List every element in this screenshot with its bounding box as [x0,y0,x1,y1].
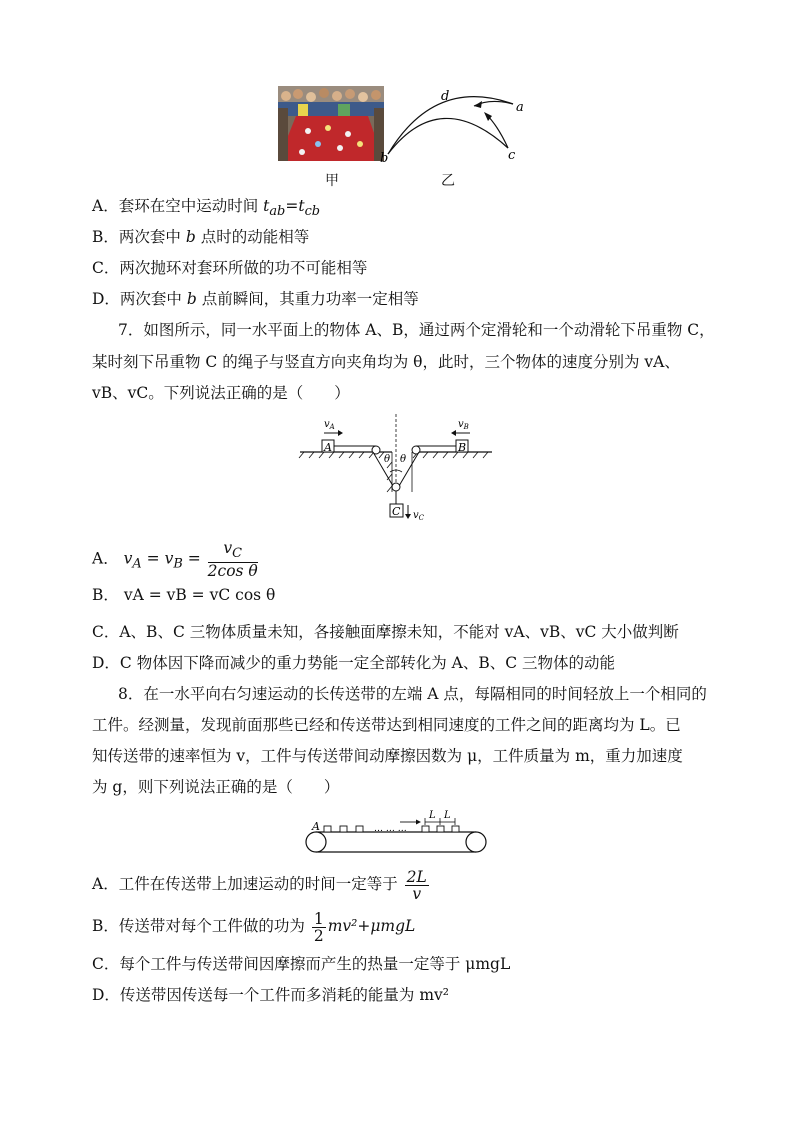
theta-right: θ [400,454,407,465]
vb-arrowhead [451,430,456,436]
q7-option-c: C．A、B、C 三物体质量未知，各接触面摩擦未知，不能对 vA、vB、vC 大小做判断 [92,623,679,641]
q7-option-b: B． vA = vB = vC cos θ [92,586,276,604]
label-b: b [380,151,389,166]
q6-option-b: B．两次套中 b 点时的动能相等 [92,228,310,246]
label-c: c [508,148,516,163]
roller-left [306,832,326,852]
q7-stem-line2: 某时刻下吊重物 C 的绳子与竖直方向夹角均为 θ，此时，三个物体的速度分别为 vA、 [92,353,680,371]
photo-jia [278,86,384,161]
q8-option-a: A．工件在传送带上加速运动的时间一定等于 $\frac{2L}{v}$ [92,867,427,903]
vb-label: $v_B$ [458,419,469,431]
workpiece [340,826,347,832]
q7-option-a: A． $v_A = v_B$ = $\frac{v_C}{\text{2cos θ}}$ [92,539,258,581]
workpiece [452,826,459,832]
roller-right [466,832,486,852]
q7-option-d: D．C 物体因下降而减少的重力势能一定全部转化为 A、B、C 三物体的动能 [92,654,616,672]
block-b-label: B [458,441,467,454]
spacing-label-2: L [444,810,451,821]
q8-option-c: C．每个工件与传送带间因摩擦而产生的热量一定等于 μmgL [92,955,511,973]
block-c-label: C [392,505,401,518]
q8-stem-line4: 为 g，则下列说法正确的是（ ） [92,778,340,796]
workpiece [356,826,363,832]
va-arrowhead [338,430,343,436]
vc-arrowhead [405,514,411,519]
caption-yi: 乙 [441,173,455,189]
theta-left: θ [384,454,391,465]
spacing-label-1: L [429,810,436,821]
q6-option-d: D．两次套中 b 点前瞬间，其重力功率一定相等 [92,290,419,308]
q8-a-fraction: $\frac{2L}{v}$ [406,867,427,903]
q8-option-b: B．传送带对每个工件做的功为 $\frac{1}{2}$ mv²+μmgL [92,909,416,945]
q8-b-fraction: $\frac{1}{2}$ [313,909,324,945]
label-d: d [441,89,450,104]
q6-option-a: A．套环在空中运动时间 $t_{ab}=t_{cb}$ [92,197,321,220]
q8-stem-line1: 8．在一水平向右匀速运动的长传送带的左端 A 点，每隔相同的时间轻放上一个相同的 [118,685,707,703]
movable-pulley [392,483,400,491]
trajectory-ab [388,97,513,154]
vc-label: $v_C$ [413,510,425,522]
caption-jia: 甲 [325,173,339,189]
arrowhead-a [474,101,482,108]
belt-dots: … … … [374,824,407,834]
trajectory-cb [388,118,508,154]
ring-toss-photo [278,86,384,161]
workpiece [437,826,444,832]
workpiece [422,826,429,832]
q8-option-d: D．传送带因传送每一个工件而多消耗的能量为 mv² [92,986,450,1004]
belt-direction-arrowhead [416,820,421,825]
pulley-diagram [296,412,496,524]
block-a-label: A [324,441,332,454]
q7-stem-line1: 7．如图所示，同一水平面上的物体 A、B，通过两个定滑轮和一个动滑轮下吊重物 C， [118,321,715,339]
q6-option-c: C．两次抛环对套环所做的功不可能相等 [92,259,368,277]
conveyor-diagram [302,808,492,858]
q8-stem-line3: 知传送带的速率恒为 v，工件与传送带间动摩擦因数为 μ，工件质量为 m，重力加速度 [92,747,683,765]
q7-a-fraction: $\frac{v_C}{\text{2cos θ}}$ [207,539,258,581]
va-label: $v_A$ [324,419,335,431]
q8-stem-line2: 工件。经测量，发现前面那些已经和传送带达到相同速度的工件之间的距离均为 L。已 [92,716,681,734]
point-a-label: A [312,820,320,833]
q7-stem-line3: vB、vC。下列说法正确的是（ ） [92,384,350,402]
label-a: a [516,100,524,115]
workpiece [324,826,331,832]
trajectory-diagram-yi [380,86,530,166]
